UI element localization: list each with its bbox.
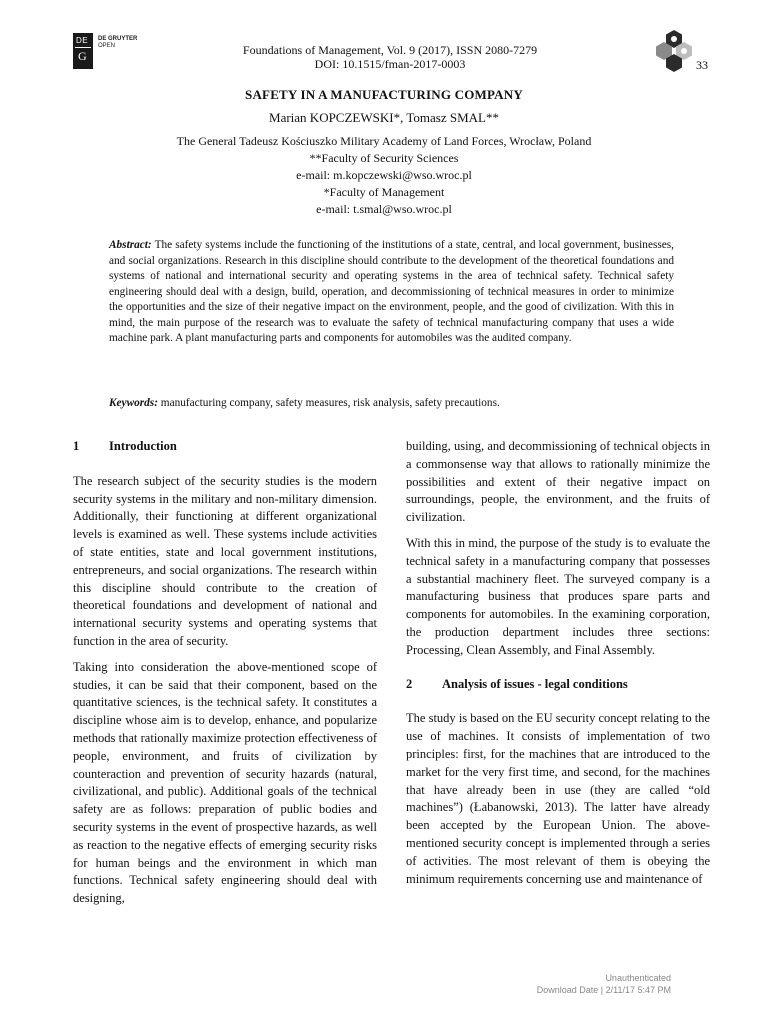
section-heading-legal-conditions <box>406 676 710 694</box>
publisher-name <box>98 36 137 50</box>
abstract-text: The safety systems include the functioning of the institutions of a state, central, and local government, businesses, and social organizations. Research in this discipline should contribute to the development of the theoretical foundations and systems of national and international security and operating systems in the area of technical safety. Technical safety engineering should deal with a design, build, operation, and decommissioning of technical measures in order to minimize the opportunities and the size of their negative impact on the environment, people, and the good of civilization. With this in mind, the main purpose of the research was to evaluate the safety of technical manufacturing company that uses a wide machine park. A plant manufacturing parts and components for automobiles was the audited company. <box>109 239 674 344</box>
journal-citation: Foundations of Management, Vol. 9 (2017), ISSN 2080-7279 <box>242 43 538 57</box>
paragraph: The study is based on the EU security concept relating to the use of machines. It consists of implementation of two principles: first, for the machines that are introduced to the market for the very first time, and second, for the machines that have already been in use (they are called “old machines”) (Łabanowski, 2013). The latter have already been accepted by the European Union. The above-mentioned security concept is implemented through a series of activities. The most relevant of them is obeying the minimum requirements concerning use and maintenance of <box>406 711 710 886</box>
author2-email: e-mail: t.smal@wso.wroc.pl <box>316 202 452 216</box>
author1-email: e-mail: m.kopczewski@wso.wroc.pl <box>296 168 472 182</box>
section-number: 2 <box>406 676 413 691</box>
paragraph: Taking into consideration the above-mentioned scope of studies, it can be said that their component, based on the quantitative sciences, is the technical safety. It constitutes a discipline whose aim is to develop, enhance, and popularize methods that rationally maximize protection effectiveness of people, environment, and fruits of civilization by counteraction and prevention of security hazards (natural, civilizational, and public). Additional goals of the technical safety are as follows: preparation of public bodies and security systems in the event of prospective hazards, as well as reaction to the negative effects of emerging security risks for human beings and the environment in which man functions. Technical safety engineering should deal with designing, <box>73 659 377 906</box>
keywords-label: Keywords: <box>109 397 158 409</box>
publisher-logo <box>73 33 93 69</box>
journal-hexagon-logo-icon <box>652 28 696 72</box>
section-heading-introduction <box>73 438 377 456</box>
abstract-label: Abstract: <box>109 239 152 251</box>
paragraph: building, using, and decommissioning of technical objects in a commonsense way that allows to rationally minimize the possibilities and extent of their negative impact on surroundings, people, the environment, and the fruits of civilization. <box>406 439 710 525</box>
paragraph: With this in mind, the purpose of the study is to evaluate the technical safety in a manufacturing company that possesses a substantial machinery fleet. The surveyed company is a manufacturing business that produces spare parts and components for automobiles. In the examining corporation, the production department includes three sections: Processing, Clean Assembly, and Final Assembly. <box>406 535 710 657</box>
article-authors: Marian KOPCZEWSKI*, Tomasz SMAL** <box>269 110 499 125</box>
keywords <box>109 396 674 411</box>
footer-auth-status: Unauthenticated <box>605 973 671 983</box>
affiliation-faculty-management: *Faculty of Management <box>323 185 445 199</box>
article-title: SAFETY IN A MANUFACTURING COMPANY <box>245 87 523 102</box>
publisher-line2: OPEN <box>98 43 116 49</box>
section-title: Introduction <box>109 439 177 453</box>
section-number: 1 <box>73 439 80 453</box>
affiliation-institution: The General Tadeusz Kościuszko Military Academy of Land Forces, Wrocław, Poland <box>176 134 592 148</box>
footer-download-date: Download Date | 2/11/17 5:47 PM <box>536 985 671 995</box>
logo-letters-bottom: G <box>78 49 87 63</box>
left-column <box>73 438 377 916</box>
doi-line: DOI: 10.1515/fman-2017-0003 <box>314 57 466 71</box>
page-number: 33 <box>696 58 708 72</box>
publisher-line1: DE GRUYTER <box>98 36 138 42</box>
affiliation-faculty-security: **Faculty of Security Sciences <box>309 151 459 165</box>
download-footer <box>537 972 671 996</box>
paragraph: The research subject of the security studies is the modern security systems in the military and non-military dimension. Additionally, their functioning at different organizational levels is examined as well. These systems include activities of state entities, state and local government institutions, entrepreneurs, and social organizations. The research within this discipline should contribute to the creation of theoretical foundations and development of national and international security systems and operating systems that function in the area of security. <box>73 473 377 648</box>
logo-divider <box>75 47 91 48</box>
logo-letters-top: DE <box>76 36 89 45</box>
abstract <box>109 238 674 347</box>
right-column <box>406 438 710 896</box>
keywords-text: manufacturing company, safety measures, risk analysis, safety precautions. <box>160 397 500 409</box>
section-title: Analysis of issues - legal conditions <box>442 676 628 691</box>
